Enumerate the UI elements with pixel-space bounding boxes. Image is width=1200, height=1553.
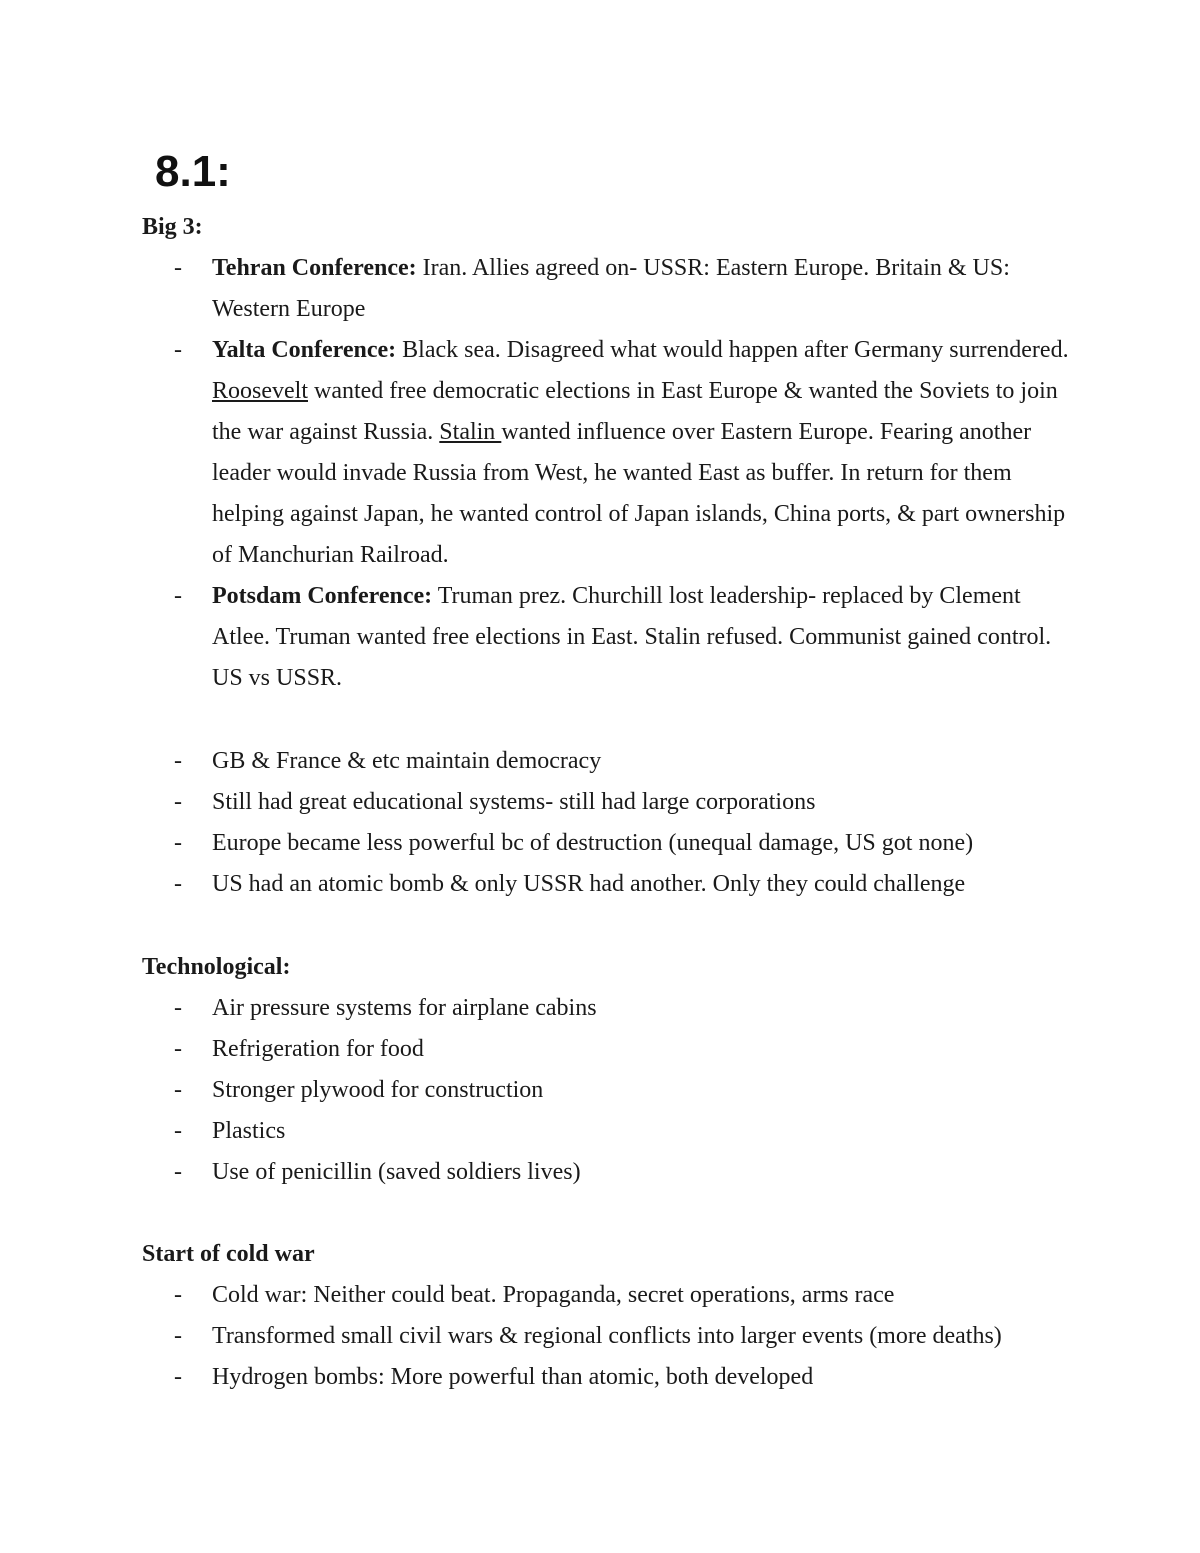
section-heading-cold-war: Start of cold war (142, 1241, 315, 1267)
list-item: - Refrigeration for food (142, 1029, 1072, 1070)
potsdam-text: Truman prez. Churchill lost leadership- replaced by Clement Atlee. Truman wanted free elections in East. Stalin refused. Communist gained control. US vs USSR. (212, 583, 1052, 691)
list-item: - Still had great educational systems- still had large corporations (142, 782, 1072, 823)
cold-war-list (142, 1275, 1072, 1398)
list-item: - Cold war: Neither could beat. Propaganda, secret operations, arms race (142, 1275, 1072, 1316)
list-item-yalta (142, 330, 1072, 576)
yalta-text-3: wanted influence over Eastern Europe. Fearing another leader would invade Russia from West, he wanted East as buffer. In return for them helping against Japan, he wanted control of Japan islands, China ports, & part ownership of Manchurian Railroad. (212, 419, 1066, 568)
list-item: - GB & France & etc maintain democracy (142, 741, 1072, 782)
list-item: - Europe became less powerful bc of destruction (unequal damage, US got none) (142, 823, 1072, 864)
yalta-text-1: Black sea. Disagreed what would happen after Germany surrendered. (396, 337, 1069, 363)
list-item: - Use of penicillin (saved soldiers lives) (142, 1152, 1072, 1193)
technological-list (142, 988, 1072, 1193)
list-item: - Hydrogen bombs: More powerful than atomic, both developed (142, 1357, 1072, 1398)
yalta-label: Yalta Conference: (212, 337, 397, 363)
page-title: 8.1: (155, 147, 231, 196)
list-item-tehran (142, 248, 1072, 330)
section-heading-technological: Technological: (142, 954, 291, 980)
list-item: - Stronger plywood for construction (142, 1070, 1072, 1111)
stalin-underlined: Stalin (439, 419, 502, 445)
list-item: - Air pressure systems for airplane cabins (142, 988, 1072, 1029)
tehran-label: Tehran Conference: (212, 255, 417, 281)
tehran-text: Iran. Allies agreed on- USSR: Eastern Europe. Britain & US: Western Europe (212, 255, 1010, 322)
list-item-potsdam (142, 576, 1072, 699)
list-item: - US had an atomic bomb & only USSR had another. Only they could challenge (142, 864, 1072, 905)
roosevelt-underlined: Roosevelt (212, 378, 308, 404)
list-item: - Transformed small civil wars & regional conflicts into larger events (more deaths) (142, 1316, 1072, 1357)
potsdam-label: Potsdam Conference: (212, 583, 433, 609)
big3-conference-list (142, 248, 1072, 699)
yalta-text-2: wanted free democratic elections in East Europe & wanted the Soviets to join the war against Russia. (212, 378, 1058, 445)
section-heading-big3: Big 3: (142, 214, 203, 240)
big3-points-list (142, 741, 1072, 905)
list-item: - Plastics (142, 1111, 1072, 1152)
